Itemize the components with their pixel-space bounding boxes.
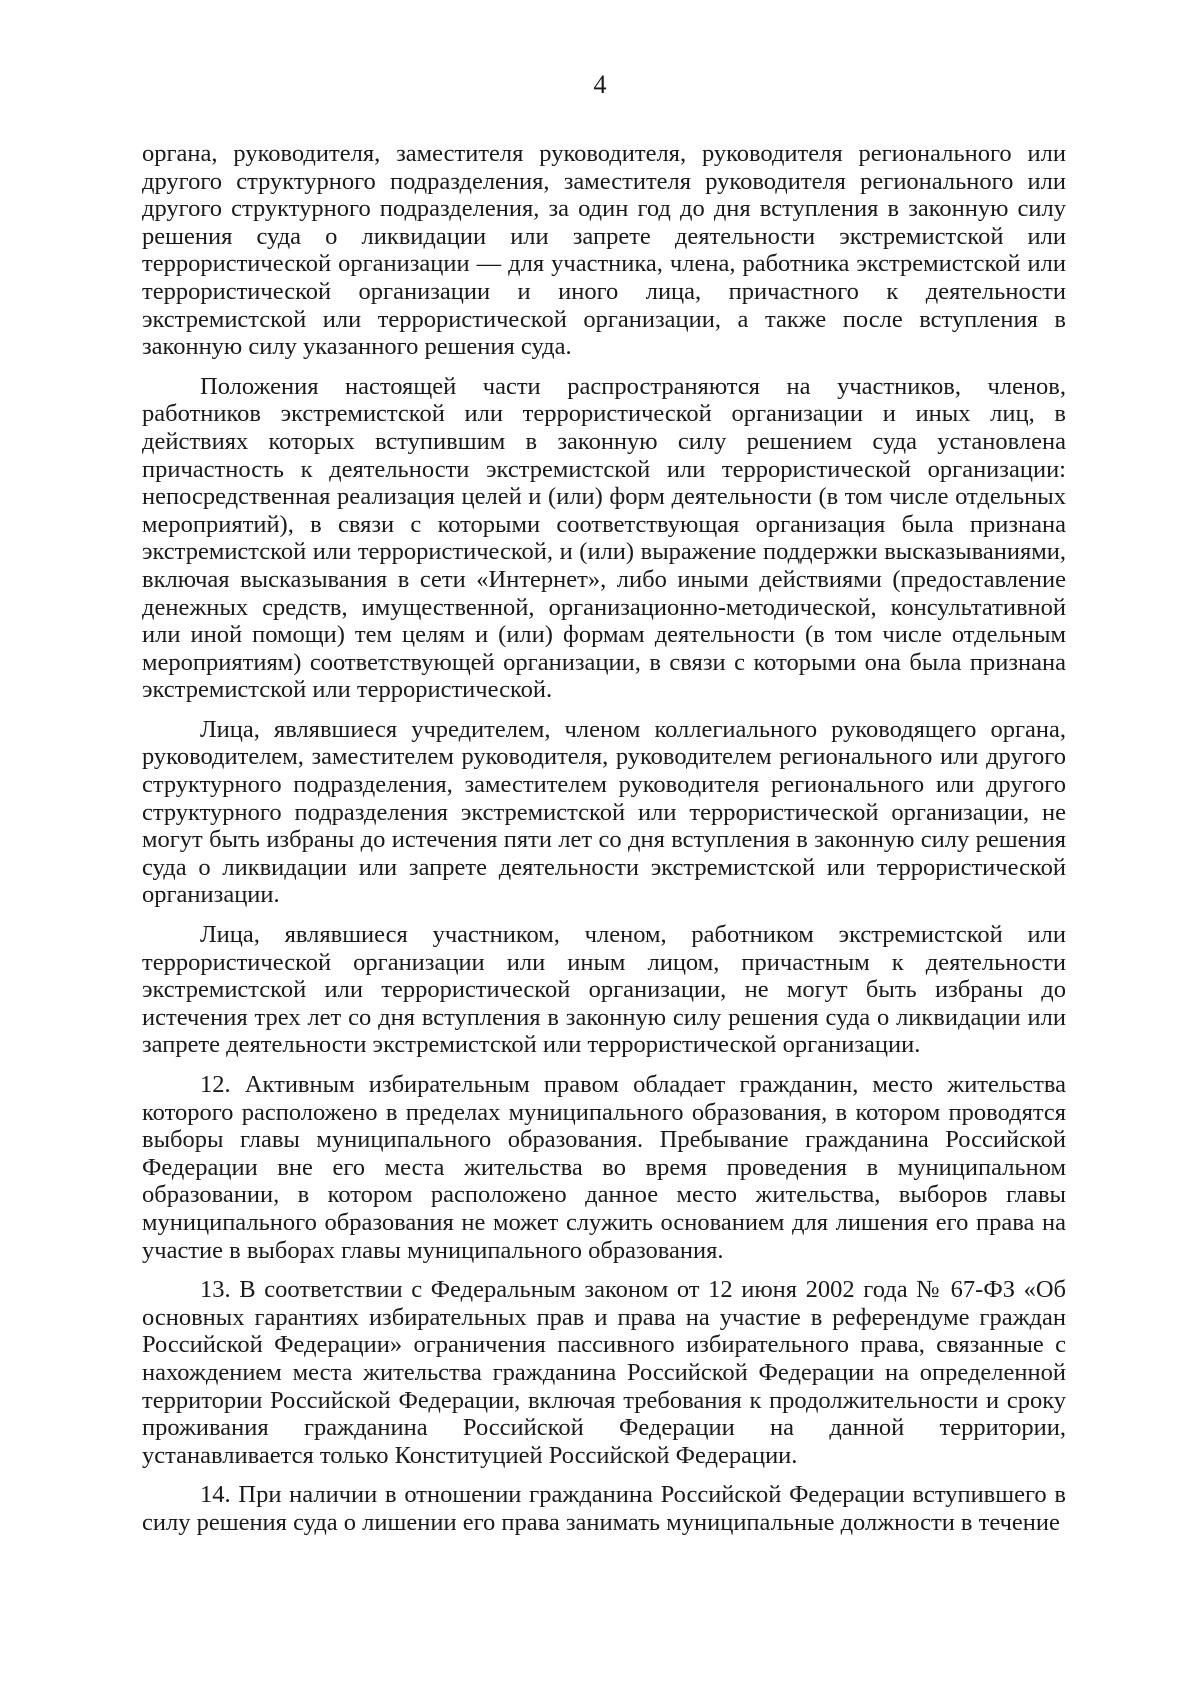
paragraph-item-14: 14. При наличии в отношении гражданина Российской Федерации вступившего в силу решения суда о лишении его права занимать муниципальные должности в течение [142,1481,1066,1536]
paragraph-provisions-scope: Положения настоящей части распространяются на участников, членов, работников экстремистской или террористической организации и иных лиц, в действиях которых вступившим в законную силу решением суда установлена причастность к деятельности экстремистской или террористической организации: непосредственная реализация целей и (или) форм деятельности (в том числе отдельных мероприятий), в связи с которыми соответствующая организация была признана экстремистской или террористической, и (или) выражение поддержки высказываниями, включая высказывания в сети «Интернет», либо иными действиями (предоставление денежных средств, имущественной, организационно-методической, консультативной или иной помощи) тем целям и (или) формам деятельности (в том числе отдельным мероприятиям) соответствующей организации, в связи с которыми она была признана экстремистской или террористической. [142,372,1066,704]
page-number: 4 [593,70,607,99]
paragraph-continuation: органа, руководителя, заместителя руководителя, руководителя регионального или другого структурного подразделения, заместителя руководителя регионального или другого структурного подразделения, за один год до дня вступления в законную силу решения суда о ликвидации или запрете деятельности экстремистской или террористической организации — для участника, члена, работника экстремистской или террористической организации и иного лица, причастного к деятельности экстремистской или террористической организации, а также после вступления в законную силу указанного решения суда. [142,140,1066,361]
paragraph-item-12: 12. Активным избирательным правом обладает гражданин, место жительства которого расположено в пределах муниципального образования, в котором проводятся выборы главы муниципального образования. Пребывание гражданина Российской Федерации вне его места жительства во время проведения в муниципальном образовании, в котором расположено данное место жительства, выборов главы муниципального образования не может служить основанием для лишения его права на участие в выборах главы муниципального образования. [142,1071,1066,1264]
document-body [142,140,1066,1537]
paragraph-participants-restriction: Лица, являвшиеся участником, членом, работником экстремистской или террористической организации или иным лицом, причастным к деятельности экстремистской или террористической организации, не могут быть избраны до истечения трех лет со дня вступления в законную силу решения суда о ликвидации или запрете деятельности экстремистской или террористической организации. [142,921,1066,1059]
paragraph-item-13: 13. В соответствии с Федеральным законом от 12 июня 2002 года № 67-ФЗ «Об основных гарантиях избирательных прав и права на участие в референдуме граждан Российской Федерации» ограничения пассивного избирательного права, связанные с нахождением места жительства гражданина Российской Федерации на определенной территории Российской Федерации, включая требования к продолжительности и сроку проживания гражданина Российской Федерации на данной территории, устанавливается только Конституцией Российской Федерации. [142,1276,1066,1469]
paragraph-founders-restriction: Лица, являвшиеся учредителем, членом коллегиального руководящего органа, руководителем, заместителем руководителя, руководителем регионального или другого структурного подразделения, заместителем руководителя регионального или другого структурного подразделения экстремистской или террористической организации, не могут быть избраны до истечения пяти лет со дня вступления в законную силу решения суда о ликвидации или запрете деятельности экстремистской или террористической организации. [142,715,1066,909]
